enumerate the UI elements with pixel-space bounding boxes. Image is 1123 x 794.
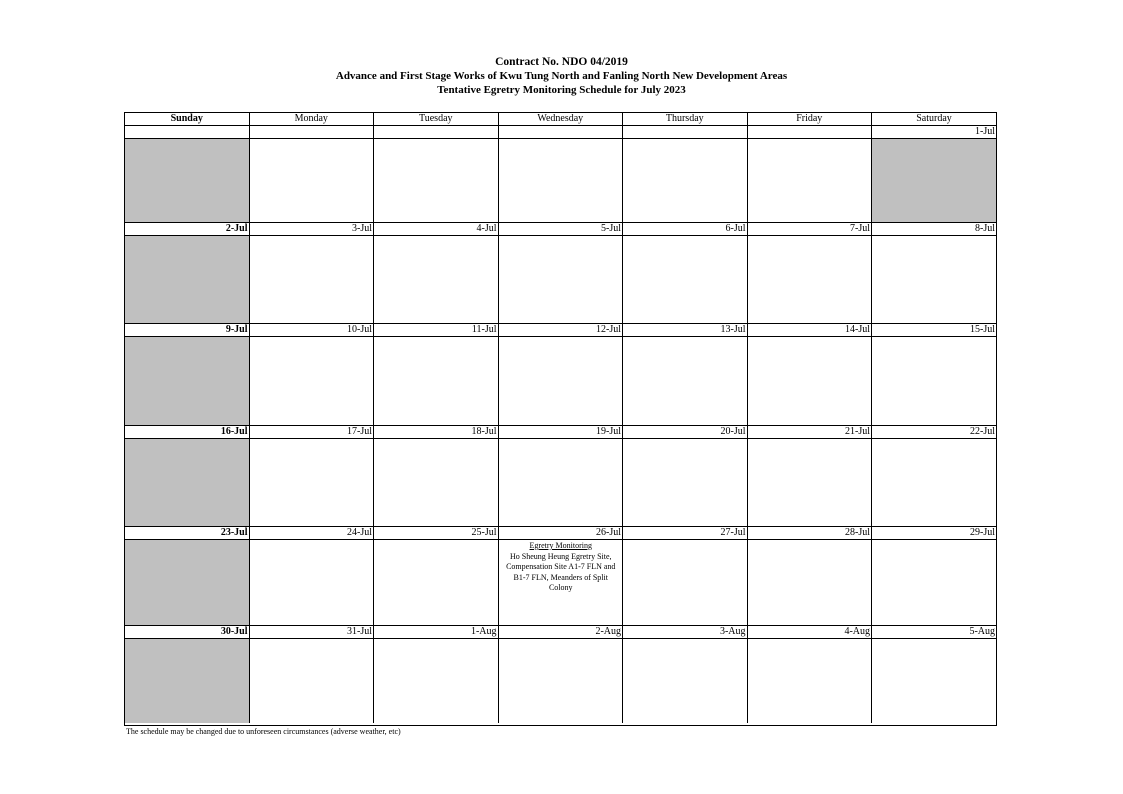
day-cell bbox=[499, 439, 624, 526]
day-cell bbox=[374, 439, 499, 526]
day-cell bbox=[250, 540, 375, 625]
day-header-thursday: Thursday bbox=[623, 113, 748, 126]
day-cell bbox=[748, 439, 873, 526]
event-title: Egretry Monitoring bbox=[529, 541, 592, 550]
day-header-tuesday: Tuesday bbox=[374, 113, 499, 126]
day-cell-shaded bbox=[125, 540, 250, 625]
date-label: 15-Jul bbox=[872, 324, 996, 337]
day-cell bbox=[872, 337, 996, 425]
day-cell bbox=[374, 337, 499, 425]
date-label: 3-Jul bbox=[250, 223, 375, 236]
date-label: 2-Jul bbox=[125, 223, 250, 236]
day-header-monday: Monday bbox=[250, 113, 375, 126]
day-cell bbox=[250, 439, 375, 526]
date-label bbox=[499, 126, 624, 139]
footnote: The schedule may be changed due to unforeseen circumstances (adverse weather, etc) bbox=[126, 727, 401, 736]
day-header-wednesday: Wednesday bbox=[499, 113, 624, 126]
contract-number: Contract No. NDO 04/2019 bbox=[495, 56, 628, 68]
day-cell bbox=[623, 639, 748, 723]
date-label: 13-Jul bbox=[623, 324, 748, 337]
day-cell bbox=[623, 540, 748, 625]
day-cell bbox=[374, 139, 499, 222]
day-cell bbox=[872, 236, 996, 323]
day-cell-shaded bbox=[125, 236, 250, 323]
day-cell bbox=[748, 139, 873, 222]
date-label: 28-Jul bbox=[748, 527, 873, 540]
day-header-friday: Friday bbox=[748, 113, 873, 126]
day-cell bbox=[499, 639, 624, 723]
date-label: 8-Jul bbox=[872, 223, 996, 236]
day-cell bbox=[499, 236, 624, 323]
project-title: Advance and First Stage Works of Kwu Tung North and Fanling North New Development Areas bbox=[335, 70, 788, 82]
date-label bbox=[250, 126, 375, 139]
date-label: 17-Jul bbox=[250, 426, 375, 439]
day-cell bbox=[623, 236, 748, 323]
day-cell-shaded bbox=[872, 139, 996, 222]
date-label: 26-Jul bbox=[499, 527, 624, 540]
date-label: 5-Aug bbox=[872, 626, 996, 639]
day-cell bbox=[748, 639, 873, 723]
date-label: 7-Jul bbox=[748, 223, 873, 236]
day-cell bbox=[623, 439, 748, 526]
day-cell-shaded bbox=[125, 139, 250, 222]
day-cell bbox=[748, 236, 873, 323]
date-label: 30-Jul bbox=[125, 626, 250, 639]
date-label: 6-Jul bbox=[623, 223, 748, 236]
event-location-line: Colony bbox=[548, 583, 573, 592]
document-header bbox=[0, 55, 1123, 97]
date-label: 16-Jul bbox=[125, 426, 250, 439]
day-cell bbox=[499, 540, 624, 625]
date-label: 22-Jul bbox=[872, 426, 996, 439]
date-label bbox=[748, 126, 873, 139]
date-label: 10-Jul bbox=[250, 324, 375, 337]
date-label: 21-Jul bbox=[748, 426, 873, 439]
day-cell bbox=[499, 337, 624, 425]
day-cell-shaded bbox=[125, 439, 250, 526]
day-cell bbox=[250, 639, 375, 723]
date-label: 18-Jul bbox=[374, 426, 499, 439]
schedule-title: Tentative Egretry Monitoring Schedule for July 2023 bbox=[437, 84, 686, 96]
day-cell bbox=[872, 439, 996, 526]
event-location-line: B1-7 FLN, Meanders of Split bbox=[513, 572, 608, 582]
date-label: 31-Jul bbox=[250, 626, 375, 639]
date-label: 4-Jul bbox=[374, 223, 499, 236]
date-label: 5-Jul bbox=[499, 223, 624, 236]
calendar-grid bbox=[125, 113, 996, 725]
day-header-saturday: Saturday bbox=[872, 113, 996, 126]
day-cell bbox=[623, 337, 748, 425]
date-label: 2-Aug bbox=[499, 626, 624, 639]
calendar-table bbox=[124, 112, 997, 726]
day-cell-shaded bbox=[125, 337, 250, 425]
day-cell bbox=[374, 639, 499, 723]
date-label: 25-Jul bbox=[374, 527, 499, 540]
date-label: 27-Jul bbox=[623, 527, 748, 540]
day-cell bbox=[374, 540, 499, 625]
date-label: 9-Jul bbox=[125, 324, 250, 337]
day-cell bbox=[374, 236, 499, 323]
date-label: 12-Jul bbox=[499, 324, 624, 337]
day-cell bbox=[499, 139, 624, 222]
date-label: 1-Jul bbox=[872, 126, 996, 139]
day-cell bbox=[872, 540, 996, 625]
event-location-line: Compensation Site A1-7 FLN and bbox=[506, 562, 616, 571]
date-label bbox=[623, 126, 748, 139]
date-label: 23-Jul bbox=[125, 527, 250, 540]
day-cell bbox=[872, 639, 996, 723]
event-location-line: Ho Sheung Heung Egretry Site, bbox=[509, 551, 612, 561]
day-header-sunday: Sunday bbox=[125, 113, 250, 126]
event-entry bbox=[499, 541, 624, 594]
date-label: 24-Jul bbox=[250, 527, 375, 540]
day-cell-shaded bbox=[125, 639, 250, 723]
date-label: 14-Jul bbox=[748, 324, 873, 337]
date-label: 11-Jul bbox=[374, 324, 499, 337]
date-label: 3-Aug bbox=[623, 626, 748, 639]
day-cell bbox=[623, 139, 748, 222]
day-cell bbox=[748, 540, 873, 625]
date-label: 20-Jul bbox=[623, 426, 748, 439]
date-label bbox=[374, 126, 499, 139]
day-cell bbox=[250, 139, 375, 222]
date-label: 19-Jul bbox=[499, 426, 624, 439]
day-cell bbox=[250, 337, 375, 425]
date-label bbox=[125, 126, 250, 139]
date-label: 4-Aug bbox=[748, 626, 873, 639]
date-label: 1-Aug bbox=[374, 626, 499, 639]
day-cell bbox=[250, 236, 375, 323]
date-label: 29-Jul bbox=[872, 527, 996, 540]
day-cell bbox=[748, 337, 873, 425]
